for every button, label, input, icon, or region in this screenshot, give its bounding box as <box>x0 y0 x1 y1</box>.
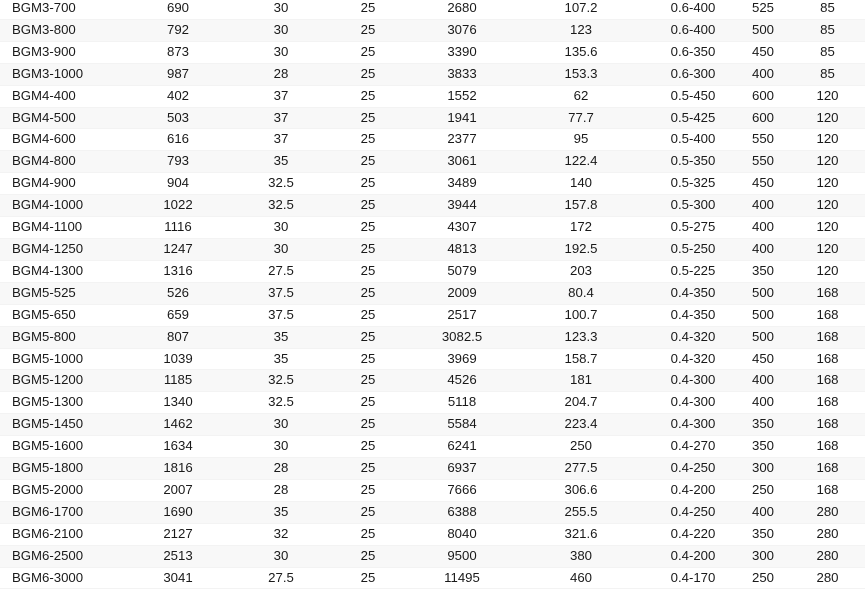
value-col-5: 2377 <box>412 129 512 151</box>
model-cell: BGM4-1000 <box>0 195 118 217</box>
value-col-2: 2127 <box>118 523 238 545</box>
value-col-5: 4813 <box>412 238 512 260</box>
value-col-3: 30 <box>238 41 324 63</box>
value-col-2: 1247 <box>118 238 238 260</box>
value-col-4: 25 <box>324 392 412 414</box>
value-col-6: 192.5 <box>512 238 650 260</box>
value-col-8: 350 <box>736 523 790 545</box>
value-col-3: 27.5 <box>238 567 324 589</box>
value-col-5: 5079 <box>412 260 512 282</box>
value-col-9: 168 <box>790 326 865 348</box>
value-col-5: 2517 <box>412 304 512 326</box>
value-col-5: 3489 <box>412 173 512 195</box>
range-cell: 0.5-425 <box>650 107 736 129</box>
value-col-5: 2680 <box>412 0 512 19</box>
value-col-6: 250 <box>512 436 650 458</box>
value-col-8: 450 <box>736 173 790 195</box>
range-cell: 0.4-200 <box>650 545 736 567</box>
value-col-6: 122.4 <box>512 151 650 173</box>
value-col-5: 3061 <box>412 151 512 173</box>
model-cell: BGM3-900 <box>0 41 118 63</box>
model-cell: BGM5-1300 <box>0 392 118 414</box>
value-col-3: 37 <box>238 107 324 129</box>
table-row <box>0 173 865 195</box>
table-row <box>0 545 865 567</box>
value-col-6: 223.4 <box>512 414 650 436</box>
value-col-5: 1941 <box>412 107 512 129</box>
value-col-9: 280 <box>790 567 865 589</box>
range-cell: 0.4-300 <box>650 392 736 414</box>
value-col-5: 3833 <box>412 63 512 85</box>
value-col-8: 525 <box>736 0 790 19</box>
value-col-2: 1185 <box>118 370 238 392</box>
value-col-8: 600 <box>736 85 790 107</box>
model-cell: BGM4-600 <box>0 129 118 151</box>
table-row <box>0 326 865 348</box>
value-col-8: 500 <box>736 282 790 304</box>
value-col-3: 32.5 <box>238 370 324 392</box>
table-row <box>0 523 865 545</box>
value-col-8: 400 <box>736 370 790 392</box>
value-col-8: 550 <box>736 129 790 151</box>
value-col-3: 28 <box>238 479 324 501</box>
value-col-9: 120 <box>790 107 865 129</box>
value-col-2: 1462 <box>118 414 238 436</box>
model-cell: BGM5-1450 <box>0 414 118 436</box>
table-row <box>0 392 865 414</box>
table-row <box>0 414 865 436</box>
value-col-2: 793 <box>118 151 238 173</box>
value-col-5: 5584 <box>412 414 512 436</box>
range-cell: 0.4-300 <box>650 414 736 436</box>
value-col-4: 25 <box>324 107 412 129</box>
model-cell: BGM6-1700 <box>0 501 118 523</box>
value-col-8: 350 <box>736 414 790 436</box>
value-col-8: 500 <box>736 304 790 326</box>
value-col-6: 172 <box>512 217 650 239</box>
range-cell: 0.4-350 <box>650 282 736 304</box>
value-col-2: 807 <box>118 326 238 348</box>
value-col-4: 25 <box>324 436 412 458</box>
value-col-6: 135.6 <box>512 41 650 63</box>
value-col-3: 37 <box>238 129 324 151</box>
value-col-4: 25 <box>324 217 412 239</box>
value-col-9: 280 <box>790 501 865 523</box>
range-cell: 0.5-325 <box>650 173 736 195</box>
value-col-5: 4526 <box>412 370 512 392</box>
model-cell: BGM5-2000 <box>0 479 118 501</box>
value-col-6: 380 <box>512 545 650 567</box>
value-col-5: 2009 <box>412 282 512 304</box>
value-col-5: 1552 <box>412 85 512 107</box>
value-col-2: 987 <box>118 63 238 85</box>
value-col-3: 37 <box>238 85 324 107</box>
value-col-6: 460 <box>512 567 650 589</box>
value-col-6: 140 <box>512 173 650 195</box>
model-cell: BGM4-1300 <box>0 260 118 282</box>
value-col-2: 1816 <box>118 458 238 480</box>
value-col-2: 1316 <box>118 260 238 282</box>
value-col-2: 402 <box>118 85 238 107</box>
value-col-4: 25 <box>324 173 412 195</box>
model-cell: BGM5-525 <box>0 282 118 304</box>
value-col-8: 500 <box>736 326 790 348</box>
value-col-3: 32 <box>238 523 324 545</box>
value-col-9: 120 <box>790 151 865 173</box>
value-col-3: 35 <box>238 501 324 523</box>
model-cell: BGM4-500 <box>0 107 118 129</box>
value-col-9: 168 <box>790 392 865 414</box>
model-cell: BGM6-3000 <box>0 567 118 589</box>
value-col-2: 616 <box>118 129 238 151</box>
value-col-3: 35 <box>238 326 324 348</box>
model-cell: BGM4-1100 <box>0 217 118 239</box>
value-col-8: 350 <box>736 436 790 458</box>
value-col-4: 25 <box>324 326 412 348</box>
value-col-2: 659 <box>118 304 238 326</box>
value-col-9: 120 <box>790 195 865 217</box>
table-row <box>0 260 865 282</box>
value-col-4: 25 <box>324 348 412 370</box>
value-col-8: 250 <box>736 479 790 501</box>
value-col-2: 1039 <box>118 348 238 370</box>
value-col-6: 107.2 <box>512 0 650 19</box>
table-row <box>0 436 865 458</box>
value-col-9: 168 <box>790 479 865 501</box>
table-row <box>0 501 865 523</box>
model-cell: BGM4-1250 <box>0 238 118 260</box>
value-col-3: 30 <box>238 217 324 239</box>
model-cell: BGM4-400 <box>0 85 118 107</box>
value-col-6: 181 <box>512 370 650 392</box>
value-col-8: 500 <box>736 19 790 41</box>
table-row <box>0 19 865 41</box>
value-col-3: 37.5 <box>238 304 324 326</box>
range-cell: 0.5-400 <box>650 129 736 151</box>
value-col-5: 6937 <box>412 458 512 480</box>
value-col-2: 1340 <box>118 392 238 414</box>
value-col-9: 120 <box>790 260 865 282</box>
value-col-9: 85 <box>790 19 865 41</box>
value-col-6: 306.6 <box>512 479 650 501</box>
value-col-6: 123 <box>512 19 650 41</box>
value-col-6: 77.7 <box>512 107 650 129</box>
range-cell: 0.6-350 <box>650 41 736 63</box>
value-col-4: 25 <box>324 501 412 523</box>
table-row <box>0 304 865 326</box>
value-col-6: 62 <box>512 85 650 107</box>
table-row <box>0 41 865 63</box>
value-col-3: 28 <box>238 458 324 480</box>
value-col-8: 450 <box>736 41 790 63</box>
value-col-9: 85 <box>790 0 865 19</box>
model-cell: BGM5-650 <box>0 304 118 326</box>
range-cell: 0.4-250 <box>650 501 736 523</box>
value-col-3: 30 <box>238 19 324 41</box>
range-cell: 0.4-170 <box>650 567 736 589</box>
value-col-2: 3041 <box>118 567 238 589</box>
value-col-9: 168 <box>790 414 865 436</box>
value-col-6: 80.4 <box>512 282 650 304</box>
range-cell: 0.6-400 <box>650 0 736 19</box>
value-col-9: 168 <box>790 458 865 480</box>
value-col-5: 7666 <box>412 479 512 501</box>
model-cell: BGM3-800 <box>0 19 118 41</box>
range-cell: 0.5-350 <box>650 151 736 173</box>
range-cell: 0.4-300 <box>650 370 736 392</box>
value-col-6: 95 <box>512 129 650 151</box>
range-cell: 0.5-450 <box>650 85 736 107</box>
value-col-5: 5118 <box>412 392 512 414</box>
value-col-9: 120 <box>790 173 865 195</box>
value-col-4: 25 <box>324 282 412 304</box>
model-cell: BGM6-2500 <box>0 545 118 567</box>
value-col-8: 300 <box>736 458 790 480</box>
value-col-5: 11495 <box>412 567 512 589</box>
table-row <box>0 85 865 107</box>
value-col-6: 100.7 <box>512 304 650 326</box>
value-col-3: 32.5 <box>238 195 324 217</box>
value-col-4: 25 <box>324 195 412 217</box>
table-row <box>0 479 865 501</box>
value-col-9: 168 <box>790 348 865 370</box>
table-row <box>0 217 865 239</box>
range-cell: 0.4-350 <box>650 304 736 326</box>
value-col-4: 25 <box>324 63 412 85</box>
value-col-9: 168 <box>790 436 865 458</box>
value-col-8: 400 <box>736 238 790 260</box>
value-col-9: 280 <box>790 545 865 567</box>
value-col-9: 120 <box>790 238 865 260</box>
value-col-4: 25 <box>324 151 412 173</box>
range-cell: 0.4-200 <box>650 479 736 501</box>
value-col-3: 30 <box>238 238 324 260</box>
model-cell: BGM4-900 <box>0 173 118 195</box>
value-col-3: 32.5 <box>238 173 324 195</box>
model-cell: BGM5-1600 <box>0 436 118 458</box>
value-col-3: 32.5 <box>238 392 324 414</box>
value-col-8: 300 <box>736 545 790 567</box>
table-row <box>0 129 865 151</box>
value-col-5: 6241 <box>412 436 512 458</box>
range-cell: 0.5-225 <box>650 260 736 282</box>
value-col-8: 450 <box>736 348 790 370</box>
model-cell: BGM4-800 <box>0 151 118 173</box>
value-col-9: 168 <box>790 304 865 326</box>
value-col-3: 35 <box>238 348 324 370</box>
value-col-4: 25 <box>324 41 412 63</box>
value-col-8: 400 <box>736 217 790 239</box>
model-cell: BGM5-1000 <box>0 348 118 370</box>
value-col-5: 3944 <box>412 195 512 217</box>
value-col-8: 250 <box>736 567 790 589</box>
value-col-3: 30 <box>238 545 324 567</box>
value-col-9: 280 <box>790 523 865 545</box>
range-cell: 0.5-250 <box>650 238 736 260</box>
table-row <box>0 195 865 217</box>
value-col-6: 204.7 <box>512 392 650 414</box>
value-col-4: 25 <box>324 479 412 501</box>
model-cell: BGM6-2100 <box>0 523 118 545</box>
value-col-8: 400 <box>736 63 790 85</box>
value-col-8: 350 <box>736 260 790 282</box>
value-col-4: 25 <box>324 370 412 392</box>
value-col-4: 25 <box>324 523 412 545</box>
value-col-4: 25 <box>324 19 412 41</box>
value-col-3: 30 <box>238 0 324 19</box>
value-col-3: 30 <box>238 436 324 458</box>
value-col-9: 120 <box>790 129 865 151</box>
table-row <box>0 370 865 392</box>
value-col-3: 27.5 <box>238 260 324 282</box>
value-col-5: 8040 <box>412 523 512 545</box>
value-col-6: 277.5 <box>512 458 650 480</box>
value-col-6: 123.3 <box>512 326 650 348</box>
value-col-5: 3390 <box>412 41 512 63</box>
value-col-4: 25 <box>324 85 412 107</box>
value-col-2: 526 <box>118 282 238 304</box>
table-row <box>0 458 865 480</box>
value-col-2: 1116 <box>118 217 238 239</box>
table-row <box>0 238 865 260</box>
value-col-4: 25 <box>324 260 412 282</box>
value-col-5: 3969 <box>412 348 512 370</box>
range-cell: 0.5-300 <box>650 195 736 217</box>
value-col-9: 168 <box>790 282 865 304</box>
value-col-9: 168 <box>790 370 865 392</box>
value-col-5: 6388 <box>412 501 512 523</box>
model-cell: BGM5-800 <box>0 326 118 348</box>
value-col-5: 4307 <box>412 217 512 239</box>
value-col-6: 255.5 <box>512 501 650 523</box>
value-col-3: 28 <box>238 63 324 85</box>
table-row <box>0 107 865 129</box>
value-col-3: 35 <box>238 151 324 173</box>
value-col-4: 25 <box>324 304 412 326</box>
value-col-8: 600 <box>736 107 790 129</box>
value-col-2: 1634 <box>118 436 238 458</box>
value-col-2: 873 <box>118 41 238 63</box>
table-row <box>0 0 865 19</box>
value-col-2: 1690 <box>118 501 238 523</box>
range-cell: 0.6-400 <box>650 19 736 41</box>
model-cell: BGM3-1000 <box>0 63 118 85</box>
value-col-9: 120 <box>790 217 865 239</box>
table-row <box>0 348 865 370</box>
value-col-8: 550 <box>736 151 790 173</box>
value-col-4: 25 <box>324 567 412 589</box>
value-col-8: 400 <box>736 501 790 523</box>
value-col-4: 25 <box>324 458 412 480</box>
value-col-4: 25 <box>324 238 412 260</box>
value-col-2: 2007 <box>118 479 238 501</box>
model-cell: BGM5-1800 <box>0 458 118 480</box>
value-col-5: 3076 <box>412 19 512 41</box>
value-col-9: 85 <box>790 41 865 63</box>
table-row <box>0 567 865 589</box>
table-row <box>0 282 865 304</box>
range-cell: 0.4-270 <box>650 436 736 458</box>
value-col-6: 157.8 <box>512 195 650 217</box>
value-col-6: 203 <box>512 260 650 282</box>
value-col-3: 30 <box>238 414 324 436</box>
value-col-4: 25 <box>324 414 412 436</box>
value-col-6: 158.7 <box>512 348 650 370</box>
range-cell: 0.4-250 <box>650 458 736 480</box>
value-col-2: 2513 <box>118 545 238 567</box>
value-col-4: 25 <box>324 0 412 19</box>
table-row <box>0 151 865 173</box>
value-col-2: 904 <box>118 173 238 195</box>
value-col-2: 690 <box>118 0 238 19</box>
value-col-2: 503 <box>118 107 238 129</box>
table-row <box>0 63 865 85</box>
value-col-6: 153.3 <box>512 63 650 85</box>
range-cell: 0.4-320 <box>650 326 736 348</box>
range-cell: 0.4-320 <box>650 348 736 370</box>
model-cell: BGM5-1200 <box>0 370 118 392</box>
value-col-9: 120 <box>790 85 865 107</box>
value-col-4: 25 <box>324 129 412 151</box>
value-col-2: 792 <box>118 19 238 41</box>
range-cell: 0.6-300 <box>650 63 736 85</box>
value-col-5: 3082.5 <box>412 326 512 348</box>
value-col-9: 85 <box>790 63 865 85</box>
value-col-5: 9500 <box>412 545 512 567</box>
range-cell: 0.4-220 <box>650 523 736 545</box>
value-col-2: 1022 <box>118 195 238 217</box>
value-col-6: 321.6 <box>512 523 650 545</box>
value-col-8: 400 <box>736 195 790 217</box>
range-cell: 0.5-275 <box>650 217 736 239</box>
value-col-8: 400 <box>736 392 790 414</box>
value-col-3: 37.5 <box>238 282 324 304</box>
model-cell: BGM3-700 <box>0 0 118 19</box>
value-col-4: 25 <box>324 545 412 567</box>
